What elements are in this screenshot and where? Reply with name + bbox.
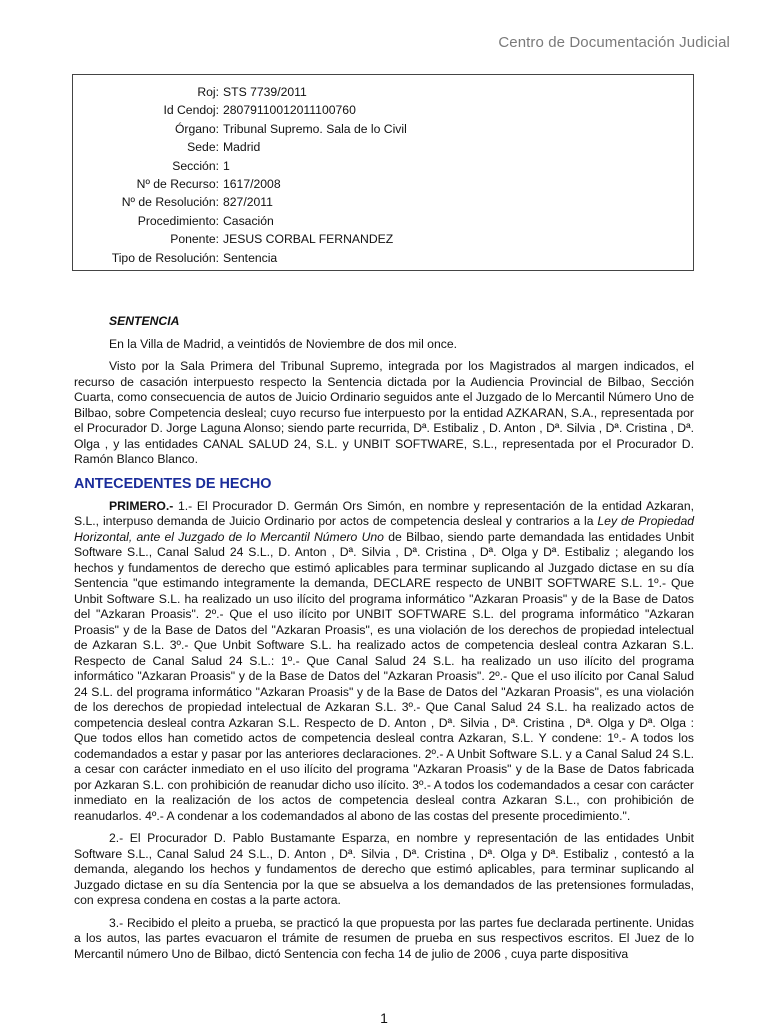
- section-heading: ANTECEDENTES DE HECHO: [74, 475, 272, 492]
- metadata-value: Casación: [223, 213, 274, 228]
- metadata-key: Id Cendoj:: [163, 103, 219, 118]
- metadata-row-organo: [73, 120, 407, 138]
- sentence-title: SENTENCIA: [109, 314, 180, 328]
- metadata-key: Sede:: [187, 140, 219, 155]
- metadata-box: [72, 74, 694, 271]
- paragraph-primero: [74, 499, 694, 825]
- metadata-table: [73, 83, 407, 267]
- metadata-key: Nº de Resolución:: [121, 195, 219, 210]
- metadata-key: Procedimiento:: [137, 213, 219, 228]
- metadata-row-sede: [73, 138, 407, 156]
- metadata-value: Sentencia: [223, 250, 278, 265]
- paragraph-2: 2.- El Procurador D. Pablo Bustamante Esparza, en nombre y representación de las entidades Unbit Software S.L., Canal Salud 24 S.L., D. Anton , Dª. Silvia , Dª. Cristina , Dª. Olga y Dª. Estibaliz , contestó a la demanda, alegando los hechos y fundamentos de derecho que estimó aplicables, para terminar suplicando al Juzgado dictase en su día Sentencia por la que se absuelva a los demandados de las pretensiones formuladas, con expresa condena en costas a la parte actora.: [74, 831, 694, 907]
- document-body: [74, 314, 694, 969]
- metadata-value: JESUS CORBAL FERNANDEZ: [223, 232, 394, 247]
- paragraph-italic: Ley de Propiedad Horizontal, ante el Juzgado de lo Mercantil Número Uno: [74, 514, 694, 544]
- metadata-value: STS 7739/2011: [223, 85, 307, 99]
- metadata-row-tipo: [73, 249, 407, 267]
- metadata-value: 827/2011: [223, 195, 273, 210]
- metadata-value: 1617/2008: [223, 177, 281, 192]
- metadata-row-ponente: [73, 230, 407, 248]
- paragraph-date: En la Villa de Madrid, a veintidós de Noviembre de dos mil once.: [109, 336, 457, 351]
- metadata-key: Roj:: [197, 85, 219, 99]
- metadata-value: 28079110012011100760: [223, 103, 356, 118]
- paragraph-visto: Visto por la Sala Primera del Tribunal Supremo, integrada por los Magistrados al margen indicados, el recurso de casación interpuesto respecto la Sentencia dictada por la Audiencia Provincial de Bilbao, Sección Cuarta, como consecuencia de autos de Juicio Ordinario seguidos ante el Juzgado de lo Mercantil Número Uno de Bilbao, sobre Competencia desleal; cuyo recurso fue interpuesto por la entidad AZKARAN, S.A., representada por el Procurador D. Jorge Laguna Alonso; siendo parte recurrida, Dª. Estibaliz , D. Anton , Dª. Silvia , Dª. Cristina , Dª. Olga , y las entidades CANAL SALUD 24, S.L. y UNBIT SOFTWARE, S.L., representada por el Procurador D. Ramón Blanco Blanco.: [74, 359, 694, 466]
- metadata-key: Órgano:: [174, 121, 219, 136]
- metadata-row-roj: [73, 83, 407, 101]
- metadata-value: 1: [223, 158, 230, 173]
- metadata-key: Nº de Recurso:: [136, 177, 219, 192]
- metadata-value: Madrid: [223, 140, 261, 155]
- paragraph-text: de Bilbao, siendo parte demandada las entidades Unbit Software S.L., Canal Salud 24 S.L., D. Anton , Dª. Silvia , Dª. Cristina , Dª. Olga y Dª. Estibaliz ; alegando los hechos y fundamentos de derecho que estimó aplicables para terminar suplicando al Juzgado dictase en su día Sentencia "que estimando integramente la demanda, DECLARE respecto de UNBIT SOFTWARE S.L. 1º.- Que Unbit Software S.L. ha realizado un uso ilícito del programa informático "Azkaran Proasis" y de la Base de Datos del "Azkaran Proasis". 2º.- Que el uso ilícito por UNBIT SOFTWARE S.L. del programa informático "Azkaran Proasis" y de la Base de Datos del "Azkaran Proasis", es una violación de los derechos de propiedad intelectual de Azkaran S.L. 3º.- Que Unbit Software S.L. ha realizado actos de competencia desleal contra Azkaran S.L. Respecto de Canal Salud 24 S.L.: 1º.- Que Canal Salud 24 S.L. ha realizado un uso ilícito del programa informático "Azkaran Proasis" y de la Base de Datos del "Azkaran Proasis". 2º.- Que el uso ilícito por Canal Salud 24 S.L. del programa informático "Azkaran Proasis" y de la Base de Datos del "Azkaran Proasis", es una violación de los derechos de propiedad intelectual de Azkaran S.L. 3º.- Que Canal Salud 24 S.L. ha realizado actos de competencia desleal contra Azkaran S.L. Respecto de D. Anton , Dª. Silvia , Dª. Cristina , Dª. Olga y Dª. Olga : Que todos ellos han cometido actos de competencia desleal contra Azkaran, S.L. Y condene: 1º.- A todos los codemandados a estar y pasar por las anteriores declaraciones. 2º.- A Unbit Software S.L. y a Canal Salud 24 S.L. a cesar con carácter inmediato en el uso ilícito del programa "Azkaran Proasis" y de la Base de Datos fabricada por Azkaran S.L. con prohibición de reanudar dicho uso ilícito. 3º.- A todos los codemandados a cesar con carácter inmediato en la realización de los actos de competencia desleal contra Azkaran S.L., con prohibición de reanudarlos. 4º.- A condenar a los codemandados al abono de las costas del presente procedimiento.".: [74, 529, 694, 823]
- paragraph-lead: PRIMERO.-: [109, 498, 174, 513]
- metadata-row-resolucion: [73, 193, 407, 211]
- document-header: Centro de Documentación Judicial: [498, 34, 730, 51]
- metadata-row-seccion: [73, 157, 407, 175]
- metadata-value: Tribunal Supremo. Sala de lo Civil: [223, 121, 407, 136]
- metadata-key: Ponente:: [170, 232, 219, 247]
- metadata-key: Sección:: [172, 158, 219, 173]
- metadata-row-id-cendoj: [73, 101, 407, 119]
- paragraph-3: 3.- Recibido el pleito a prueba, se practicó la que propuesta por las partes fue declarada pertinente. Unidas a los autos, las partes evacuaron el trámite de resumen de prueba en sus respectivos escritos. El Juez de lo Mercantil número Uno de Bilbao, dictó Sentencia con fecha 14 de julio de 2006 , cuya parte dispositiva: [74, 915, 694, 961]
- paragraph-text: 1.- El Procurador D. Germán Ors Simón, en nombre y representación de la entidad Azkaran, S.L., interpuso demanda de Juicio Ordinario por actos de competencia desleal y contrarios a la: [74, 498, 694, 528]
- metadata-row-procedimiento: [73, 212, 407, 230]
- metadata-key: Tipo de Resolución:: [111, 250, 219, 265]
- page-number: 1: [380, 1010, 388, 1026]
- metadata-row-recurso: [73, 175, 407, 193]
